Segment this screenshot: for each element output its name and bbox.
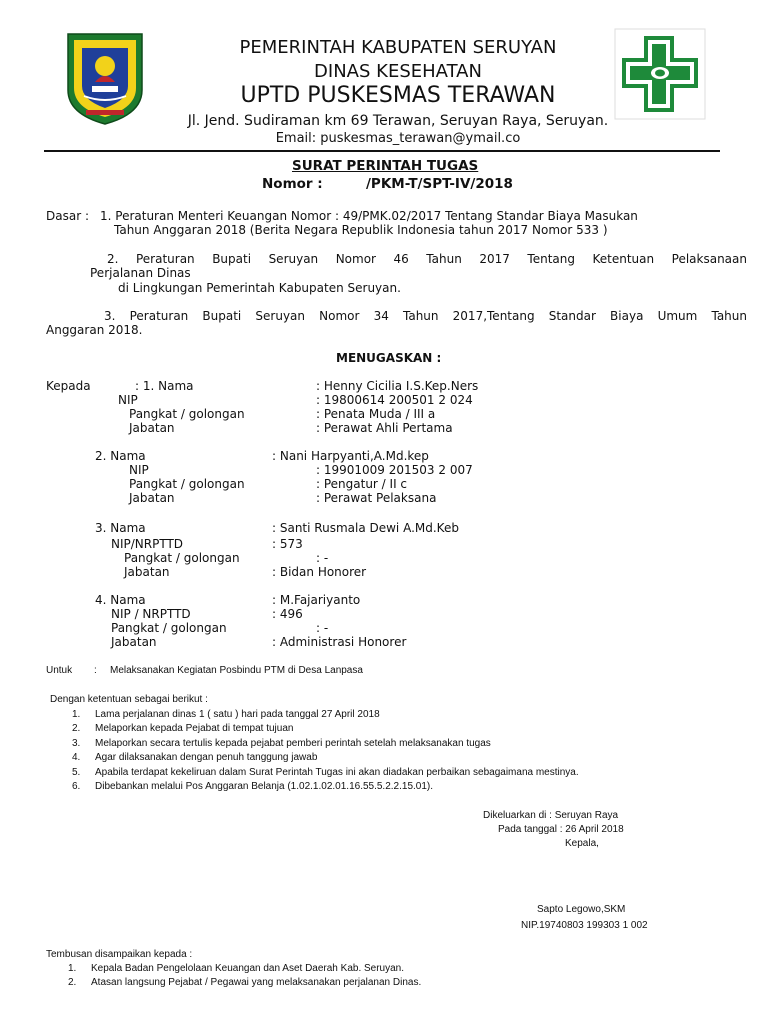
signer-title: Kepala,	[565, 838, 599, 849]
tembusan-item-text: Atasan langsung Pejabat / Pegawai yang melaksanakan perjalanan Dinas.	[91, 977, 422, 988]
person-2-jabatan: : Perawat Pelaksana	[316, 491, 437, 505]
person-4-nip: : 496	[272, 607, 303, 621]
person-3-number: 3. Nama	[95, 521, 146, 535]
ketentuan-item-number: 4.	[72, 752, 81, 763]
person-1-nip: : 19800614 200501 2 024	[316, 393, 473, 407]
person-4-pangkat-label: Pangkat / golongan	[111, 621, 227, 635]
person-3-nip-label: NIP/NRPTTD	[111, 537, 184, 551]
person-2-pangkat-label: Pangkat / golongan	[129, 477, 245, 491]
person-4-pangkat: : -	[316, 621, 329, 635]
ketentuan-item-text: Melaporkan kepada Pejabat di tempat tujuan	[95, 723, 294, 734]
ketentuan-item-text: Agar dilaksanakan dengan penuh tanggung jawab	[95, 752, 318, 763]
ketentuan-item-number: 6.	[72, 781, 81, 792]
person-4-nip-label: NIP / NRPTTD	[111, 607, 191, 621]
signer-name: Sapto Legowo,SKM	[537, 904, 626, 915]
dasar-item-3-line-2: Anggaran 2018.	[46, 323, 143, 337]
person-2-pangkat: : Pengatur / II c	[316, 477, 408, 491]
document-title: SURAT PERINTAH TUGAS	[292, 158, 479, 174]
untuk-label: Untuk	[46, 665, 73, 676]
person-3-jabatan-label: Jabatan	[124, 565, 170, 579]
ketentuan-item-text: Lama perjalanan dinas 1 ( satu ) hari pada tanggal 27 April 2018	[95, 709, 380, 720]
ketentuan-item-text: Dibebankan melalui Pos Anggaran Belanja (1.02.1.02.01.16.55.5.2.2.15.01).	[95, 781, 434, 792]
person-1-jabatan-label: Jabatan	[129, 421, 175, 435]
dasar-item-1-line-2: Tahun Anggaran 2018 (Berita Negara Republik Indonesia tahun 2017 Nomor 533 )	[114, 223, 608, 237]
dasar-item-2-line-3: di Lingkungan Pemerintah Kabupaten Seruyan.	[118, 281, 401, 295]
header-government: PEMERINTAH KABUPATEN SERUYAN	[239, 37, 557, 58]
untuk-text: Melaksanakan Kegiatan Posbindu PTM di Desa Lanpasa	[110, 665, 363, 676]
tembusan-item-number: 2.	[68, 977, 77, 988]
dasar-item-3-line-1: 3. Peraturan Bupati Seruyan Nomor 34 Tahun 2017,Tentang Standar Biaya Umum Tahun	[104, 309, 747, 323]
person-3-name: : Santi Rusmala Dewi A.Md.Keb	[272, 521, 459, 535]
ketentuan-item-number: 3.	[72, 738, 81, 749]
ketentuan-item-text: Melaporkan secara tertulis kepada pejabat pemberi perintah setelah melaksanakan tugas	[95, 738, 491, 749]
person-1-number: : 1. Nama	[135, 379, 194, 393]
person-3-pangkat: : -	[316, 551, 329, 565]
ketentuan-item-number: 2.	[72, 723, 81, 734]
tembusan-intro: Tembusan disampaikan kepada :	[46, 949, 193, 960]
dasar-item-1-line-1: 1. Peraturan Menteri Keuangan Nomor : 49/PMK.02/2017 Tentang Standar Biaya Masukan	[100, 209, 638, 223]
ketentuan-item-number: 1.	[72, 709, 81, 720]
person-4-jabatan-label: Jabatan	[111, 635, 157, 649]
person-1-jabatan: : Perawat Ahli Pertama	[316, 421, 453, 435]
person-3-jabatan: : Bidan Honorer	[272, 565, 367, 579]
person-2-nip-label: NIP	[129, 463, 149, 477]
person-3-nip: : 573	[272, 537, 303, 551]
person-2-name: : Nani Harpyanti,A.Md.kep	[272, 449, 429, 463]
header-address: Jl. Jend. Sudiraman km 69 Terawan, Seruyan Raya, Seruyan.	[187, 113, 609, 129]
issued-date: Pada tanggal : 26 April 2018	[498, 824, 624, 835]
header-institution: UPTD PUSKESMAS TERAWAN	[240, 83, 556, 108]
dasar-label: Dasar :	[46, 209, 89, 223]
header-department: DINAS KESEHATAN	[314, 61, 482, 82]
person-1-pangkat: : Penata Muda / III a	[316, 407, 436, 421]
person-2-jabatan-label: Jabatan	[129, 491, 175, 505]
untuk-colon: :	[94, 665, 97, 676]
nomor-value: /PKM-T/SPT-IV/2018	[366, 176, 513, 192]
header-divider	[44, 150, 720, 152]
ketentuan-intro: Dengan ketentuan sebagai berikut :	[50, 694, 208, 705]
issued-place: Dikeluarkan di : Seruyan Raya	[483, 810, 619, 821]
person-4-number: 4. Nama	[95, 593, 146, 607]
nomor-label: Nomor :	[262, 176, 323, 192]
person-3-pangkat-label: Pangkat / golongan	[124, 551, 240, 565]
person-2-nip: : 19901009 201503 2 007	[316, 463, 473, 477]
tembusan-item-text: Kepala Badan Pengelolaan Keuangan dan Aset Daerah Kab. Seruyan.	[91, 963, 405, 974]
person-1-nip-label: NIP	[118, 393, 138, 407]
person-2-number: 2. Nama	[95, 449, 146, 463]
person-1-name: : Henny Cicilia I.S.Kep.Ners	[316, 379, 479, 393]
ketentuan-item-number: 5.	[72, 767, 81, 778]
kepada-label: Kepada	[46, 379, 91, 393]
ketentuan-item-text: Apabila terdapat kekeliruan dalam Surat Perintah Tugas ini akan diadakan perbaikan sebagaimana mestinya.	[95, 767, 579, 778]
dasar-item-2-line-2: Perjalanan Dinas	[90, 266, 191, 280]
menugaskan-heading: MENUGASKAN :	[336, 351, 442, 365]
person-1-pangkat-label: Pangkat / golongan	[129, 407, 245, 421]
tembusan-item-number: 1.	[68, 963, 77, 974]
header-email: Email: puskesmas_terawan@ymail.co	[275, 131, 521, 146]
person-4-name: : M.Fajariyanto	[272, 593, 361, 607]
dasar-item-2-line-1: 2. Peraturan Bupati Seruyan Nomor 46 Tahun 2017 Tentang Ketentuan Pelaksanaan	[107, 252, 747, 266]
person-4-jabatan: : Administrasi Honorer	[272, 635, 407, 649]
signer-nip: NIP.19740803 199303 1 002	[521, 920, 648, 931]
